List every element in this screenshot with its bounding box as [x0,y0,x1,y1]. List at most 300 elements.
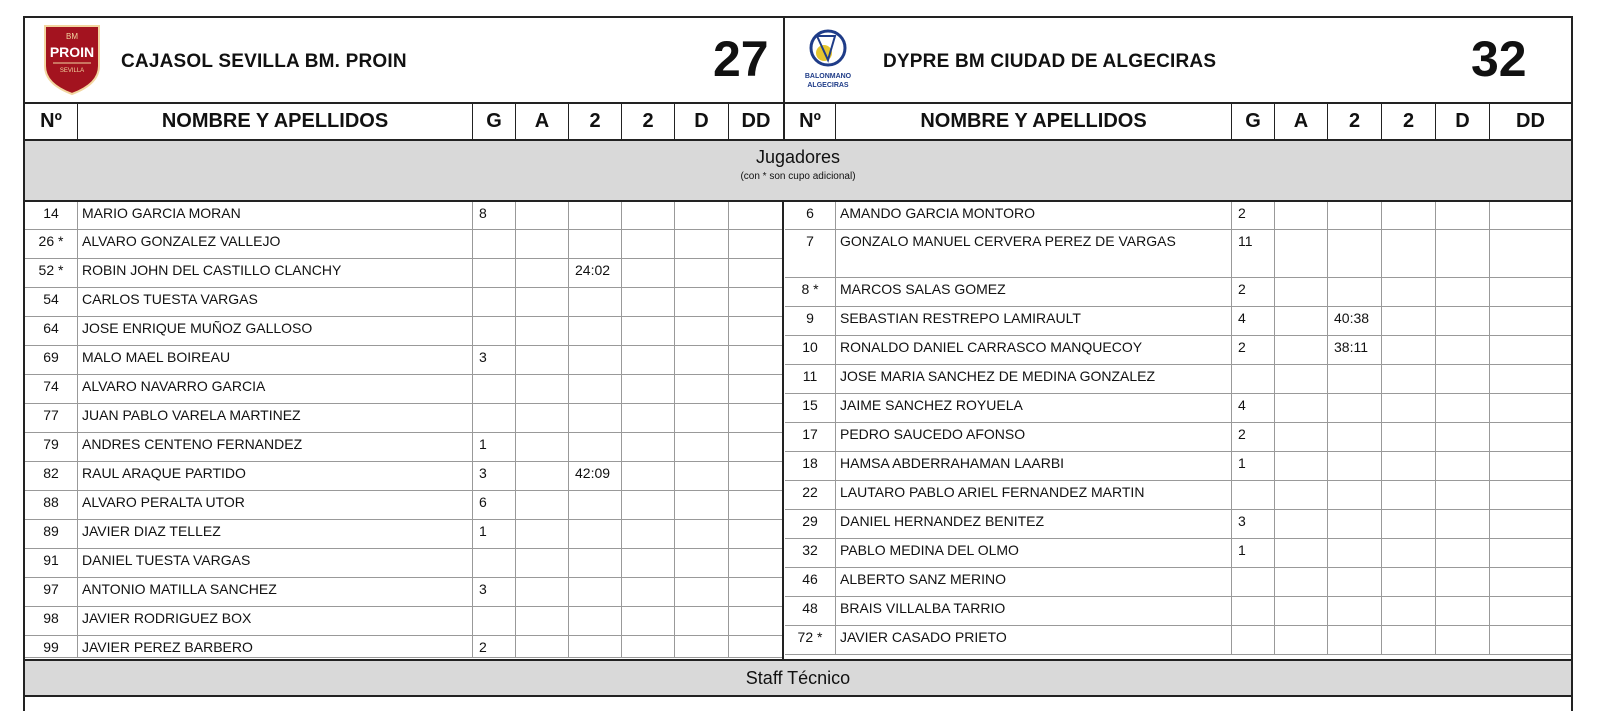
player-row [25,578,783,607]
player-name: JAVIER RODRIGUEZ BOX [78,607,473,636]
player-suspension-2 [1382,336,1436,365]
player-disqualification [1436,394,1490,423]
player-goals: 2 [1232,423,1275,452]
away-team-logo [795,22,861,96]
home-team-name: CAJASOL SEVILLA BM. PROIN [121,51,407,72]
player-suspension-1 [1328,452,1382,481]
player-suspension-1 [569,636,622,658]
player-disqualification-report [1490,510,1571,539]
player-name: ALBERTO SANZ MERINO [836,568,1232,597]
player-suspension-1 [1328,230,1382,278]
svg-text:BM: BM [66,32,78,41]
player-disqualification [675,433,729,462]
player-name: ALVARO PERALTA UTOR [78,491,473,520]
player-disqualification [675,404,729,433]
player-suspension-1: 24:02 [569,259,622,288]
player-suspension-2 [622,520,675,549]
players-section-note: (con * son cupo adicional) [740,171,856,182]
player-warning [516,288,569,317]
team-divider-body [782,202,784,659]
player-goals: 1 [1232,452,1275,481]
player-number: 46 [785,568,836,597]
player-suspension-2 [1382,202,1436,230]
player-number: 11 [785,365,836,394]
player-number: 26 * [25,230,78,259]
player-name: MARIO GARCIA MORAN [78,202,473,230]
svg-text:BALONMANO: BALONMANO [804,73,852,80]
player-suspension-2 [1382,365,1436,394]
player-number: 79 [25,433,78,462]
player-warning [1275,626,1328,655]
player-disqualification [675,202,729,230]
player-disqualification-report [1490,597,1571,626]
player-suspension-2 [622,288,675,317]
col-disqualify-header: D [1436,104,1490,139]
player-number: 82 [25,462,78,491]
player-name: HAMSA ABDERRAHAMAN LAARBI [836,452,1232,481]
player-suspension-1 [1328,365,1382,394]
player-disqualification-report [729,375,783,404]
player-disqualification [1436,230,1490,278]
player-warning [1275,278,1328,307]
player-row [785,597,1571,626]
player-goals [1232,597,1275,626]
player-disqualification [675,375,729,404]
col-disqualify-report-header: DD [1516,110,1545,132]
player-suspension-2 [1382,230,1436,278]
player-suspension-2 [622,346,675,375]
player-name: BRAIS VILLALBA TARRIO [836,597,1232,626]
player-suspension-1 [1328,481,1382,510]
player-warning [516,375,569,404]
player-disqualification [1436,481,1490,510]
player-row [25,230,783,259]
player-suspension-2 [1382,568,1436,597]
player-row [25,346,783,375]
player-suspension-2 [1382,510,1436,539]
player-goals [473,549,516,578]
player-suspension-2 [622,433,675,462]
player-disqualification [1436,510,1490,539]
player-name: SEBASTIAN RESTREPO LAMIRAULT [836,307,1232,336]
col-goals-header: G [1232,104,1275,139]
player-name: MARCOS SALAS GOMEZ [836,278,1232,307]
player-goals [473,607,516,636]
player-disqualification [1436,278,1490,307]
away-column-headers [785,104,1571,141]
player-number: 17 [785,423,836,452]
player-number: 6 [785,202,836,230]
player-name: AMANDO GARCIA MONTORO [836,202,1232,230]
staff-section-title: Staff Técnico [745,668,851,688]
player-name: JOSE ENRIQUE MUÑOZ GALLOSO [78,317,473,346]
player-number: 98 [25,607,78,636]
col-suspension1-header: 2 [1328,104,1382,139]
player-suspension-2 [1382,626,1436,655]
player-disqualification [1436,539,1490,568]
player-suspension-1 [569,375,622,404]
player-suspension-2 [622,375,675,404]
player-number: 52 * [25,259,78,288]
player-disqualification-report [1490,365,1571,394]
player-disqualification [675,230,729,259]
player-warning [1275,365,1328,394]
player-suspension-2 [1382,452,1436,481]
player-name: ALVARO GONZALEZ VALLEJO [78,230,473,259]
col-suspension2-header: 2 [1382,104,1436,139]
player-name: DANIEL TUESTA VARGAS [78,549,473,578]
player-suspension-2 [1382,394,1436,423]
player-disqualification [1436,336,1490,365]
player-suspension-2 [622,230,675,259]
home-team-header [25,18,783,104]
player-name: JAVIER CASADO PRIETO [836,626,1232,655]
player-goals [1232,568,1275,597]
player-disqualification-report [729,433,783,462]
player-suspension-1: 40:38 [1328,307,1382,336]
player-disqualification-report [729,346,783,375]
player-warning [516,462,569,491]
player-warning [1275,568,1328,597]
player-suspension-2 [622,259,675,288]
player-number: 89 [25,520,78,549]
player-suspension-2 [622,491,675,520]
away-team-header [785,18,1571,104]
player-warning [1275,423,1328,452]
player-goals: 2 [1232,202,1275,230]
col-number-header: Nº [785,104,836,139]
player-name: JOSE MARIA SANCHEZ DE MEDINA GONZALEZ [836,365,1232,394]
player-row [25,317,783,346]
player-warning [516,607,569,636]
player-goals [473,230,516,259]
col-warning-header: A [1275,104,1328,139]
player-suspension-2 [622,607,675,636]
player-warning [516,578,569,607]
player-number: 99 [25,636,78,658]
player-number: 77 [25,404,78,433]
player-name: ALVARO NAVARRO GARCIA [78,375,473,404]
player-warning [1275,230,1328,278]
player-disqualification-report [729,520,783,549]
away-team-name: DYPRE BM CIUDAD DE ALGECIRAS [883,51,1217,72]
player-disqualification-report [1490,423,1571,452]
player-disqualification-report [1490,481,1571,510]
player-warning [1275,481,1328,510]
player-warning [1275,510,1328,539]
player-suspension-1 [569,491,622,520]
player-name: ROBIN JOHN DEL CASTILLO CLANCHY [78,259,473,288]
player-suspension-1 [569,433,622,462]
player-goals: 1 [1232,539,1275,568]
player-number: 7 [785,230,836,278]
player-disqualification-report [1490,539,1571,568]
player-suspension-1 [1328,202,1382,230]
player-suspension-1 [569,202,622,230]
player-goals: 3 [473,346,516,375]
player-disqualification [1436,568,1490,597]
player-suspension-1 [1328,626,1382,655]
player-row [785,510,1571,539]
player-goals: 4 [1232,307,1275,336]
player-warning [516,491,569,520]
player-warning [516,202,569,230]
player-number: 72 * [785,626,836,655]
player-suspension-2 [622,578,675,607]
player-disqualification [1436,597,1490,626]
player-row [785,481,1571,510]
player-name: JAVIER DIAZ TELLEZ [78,520,473,549]
player-goals: 2 [473,636,516,658]
home-column-headers [25,104,783,141]
player-row [785,568,1571,597]
player-number: 88 [25,491,78,520]
away-team-score: 32 [1471,31,1527,87]
player-suspension-1 [569,520,622,549]
player-number: 91 [25,549,78,578]
players-section-title: Jugadores [755,147,841,167]
player-number: 8 * [785,278,836,307]
player-disqualification-report [729,607,783,636]
player-goals: 3 [1232,510,1275,539]
player-suspension-1 [569,317,622,346]
player-disqualification [675,607,729,636]
player-row [25,549,783,578]
player-name: RAUL ARAQUE PARTIDO [78,462,473,491]
player-suspension-1 [1328,423,1382,452]
player-suspension-2 [622,202,675,230]
team-divider [783,18,785,141]
player-goals [1232,365,1275,394]
player-disqualification-report [729,259,783,288]
player-number: 97 [25,578,78,607]
svg-text:ALGECIRAS: ALGECIRAS [807,82,849,89]
player-warning [1275,597,1328,626]
player-suspension-1: 42:09 [569,462,622,491]
player-row [25,288,783,317]
player-name: ANTONIO MATILLA SANCHEZ [78,578,473,607]
player-disqualification-report [729,578,783,607]
svg-text:SEVILLA: SEVILLA [59,68,85,74]
player-row [785,336,1571,365]
player-suspension-2 [622,549,675,578]
player-goals [1232,626,1275,655]
player-name: GONZALO MANUEL CERVERA PEREZ DE VARGAS [836,230,1232,278]
player-number: 15 [785,394,836,423]
player-row [785,452,1571,481]
player-suspension-1 [569,230,622,259]
player-disqualification [675,317,729,346]
player-warning [516,433,569,462]
player-goals: 3 [473,578,516,607]
col-number-header: Nº [25,104,78,139]
player-name: PABLO MEDINA DEL OLMO [836,539,1232,568]
player-warning [1275,394,1328,423]
player-disqualification [1436,202,1490,230]
player-disqualification-report [729,202,783,230]
player-goals: 8 [473,202,516,230]
player-disqualification [675,462,729,491]
player-disqualification [1436,365,1490,394]
player-suspension-2 [1382,597,1436,626]
player-goals: 1 [473,433,516,462]
player-disqualification [1436,452,1490,481]
player-row [785,626,1571,655]
home-team-score: 27 [713,31,769,87]
player-name: MALO MAEL BOIREAU [78,346,473,375]
player-suspension-1 [1328,539,1382,568]
player-row [25,462,783,491]
col-name-header: NOMBRE Y APELLIDOS [836,104,1232,139]
player-suspension-1 [1328,278,1382,307]
player-disqualification [1436,307,1490,336]
col-warning-header: A [516,104,569,139]
staff-section-band [25,659,1571,697]
player-suspension-1 [1328,568,1382,597]
player-suspension-2 [622,636,675,658]
player-warning [1275,307,1328,336]
player-disqualification [1436,423,1490,452]
player-disqualification-report [729,404,783,433]
player-row [785,278,1571,307]
player-warning [516,230,569,259]
player-warning [516,636,569,658]
col-disqualify-report-header: DD [741,110,771,132]
player-name: DANIEL HERNANDEZ BENITEZ [836,510,1232,539]
player-row [785,423,1571,452]
player-suspension-2 [622,462,675,491]
player-warning [516,549,569,578]
player-goals [473,317,516,346]
player-disqualification [1436,626,1490,655]
player-disqualification-report [1490,202,1571,230]
player-row [785,230,1571,278]
player-disqualification [675,636,729,658]
player-suspension-1 [569,346,622,375]
player-goals: 6 [473,491,516,520]
player-warning [1275,202,1328,230]
player-disqualification-report [1490,452,1571,481]
player-suspension-2 [622,404,675,433]
player-suspension-2 [1382,539,1436,568]
player-suspension-1 [569,607,622,636]
player-goals: 1 [473,520,516,549]
player-suspension-2 [622,317,675,346]
player-row [785,202,1571,230]
player-disqualification-report [1490,568,1571,597]
player-number: 9 [785,307,836,336]
player-warning [516,346,569,375]
player-number: 74 [25,375,78,404]
player-warning [1275,452,1328,481]
player-suspension-2 [1382,307,1436,336]
player-number: 69 [25,346,78,375]
player-goals: 2 [1232,336,1275,365]
player-disqualification-report [729,636,783,658]
player-warning [516,317,569,346]
player-number: 22 [785,481,836,510]
player-disqualification-report [729,317,783,346]
player-goals [473,259,516,288]
player-name: JAVIER PEREZ BARBERO [78,636,473,658]
player-suspension-2 [1382,481,1436,510]
player-row [785,539,1571,568]
player-suspension-1 [569,549,622,578]
player-disqualification-report [729,288,783,317]
player-name: PEDRO SAUCEDO AFONSO [836,423,1232,452]
player-number: 54 [25,288,78,317]
player-warning [516,259,569,288]
player-disqualification [675,288,729,317]
player-number: 10 [785,336,836,365]
player-row [25,404,783,433]
player-suspension-1: 38:11 [1328,336,1382,365]
player-disqualification [675,259,729,288]
players-section-band [25,141,1571,202]
player-disqualification-report [1490,394,1571,423]
player-number: 18 [785,452,836,481]
player-disqualification-report [729,549,783,578]
player-row [785,307,1571,336]
player-row [25,607,783,636]
col-name-header: NOMBRE Y APELLIDOS [78,104,473,139]
player-suspension-1 [569,288,622,317]
player-warning [516,404,569,433]
home-team-logo [39,22,105,96]
player-disqualification [675,578,729,607]
player-number: 64 [25,317,78,346]
player-suspension-1 [1328,510,1382,539]
player-goals: 3 [473,462,516,491]
player-name: ANDRES CENTENO FERNANDEZ [78,433,473,462]
player-goals [473,404,516,433]
player-suspension-2 [1382,423,1436,452]
player-row [25,202,783,230]
col-disqualify-header: D [675,104,729,139]
player-disqualification [675,549,729,578]
player-disqualification [675,346,729,375]
player-row [25,520,783,549]
svg-text:PROIN: PROIN [49,44,95,60]
player-name: RONALDO DANIEL CARRASCO MANQUECOY [836,336,1232,365]
player-row [25,491,783,520]
player-number: 14 [25,202,78,230]
player-suspension-1 [1328,394,1382,423]
player-goals [473,375,516,404]
player-name: JUAN PABLO VARELA MARTINEZ [78,404,473,433]
player-suspension-1 [569,578,622,607]
player-disqualification-report [1490,307,1571,336]
player-number: 48 [785,597,836,626]
player-suspension-2 [1382,278,1436,307]
player-number: 32 [785,539,836,568]
player-goals [473,288,516,317]
player-warning [1275,336,1328,365]
player-row [25,433,783,462]
player-goals: 11 [1232,230,1275,278]
player-name: CARLOS TUESTA VARGAS [78,288,473,317]
player-name: JAIME SANCHEZ ROYUELA [836,394,1232,423]
col-suspension2-header: 2 [622,104,675,139]
player-row [785,365,1571,394]
player-row [25,636,783,658]
player-row [25,259,783,288]
player-goals: 2 [1232,278,1275,307]
player-disqualification-report [1490,626,1571,655]
player-number: 29 [785,510,836,539]
match-report-sheet [23,16,1573,711]
player-warning [1275,539,1328,568]
